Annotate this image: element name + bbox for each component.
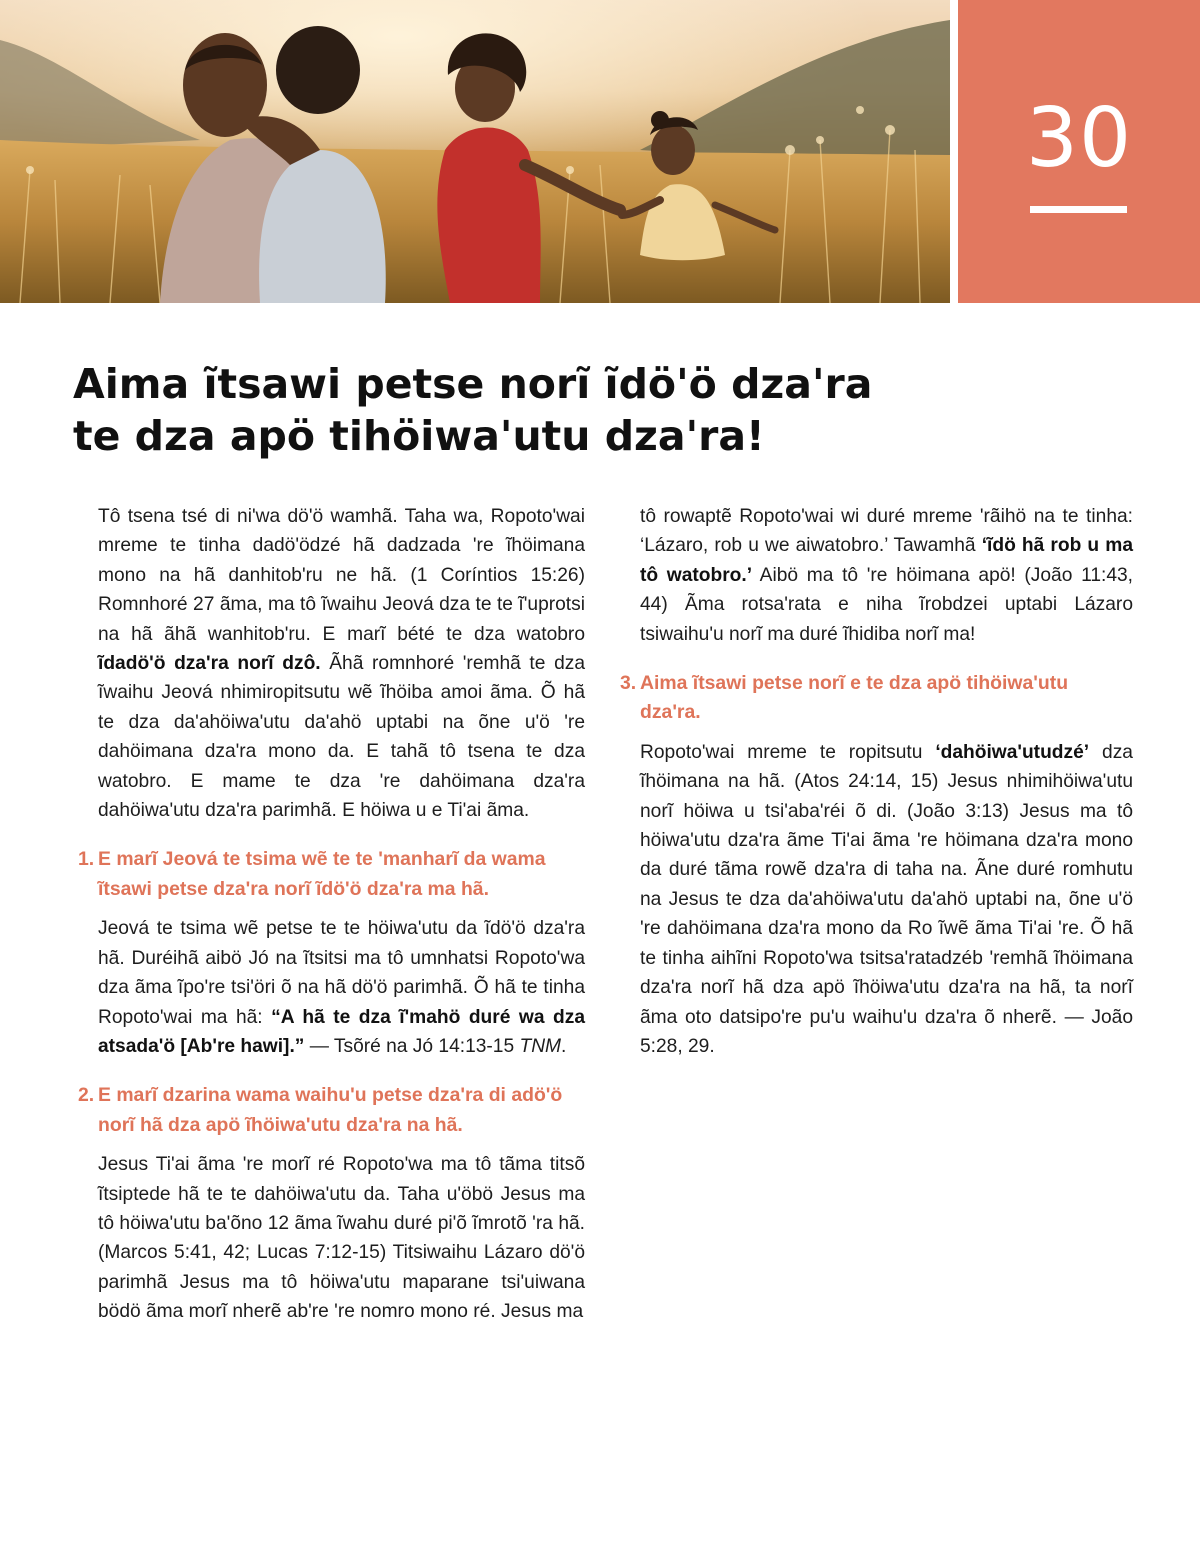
answer-2-text-1-continued: tô rowaptẽ Ropoto'wai wi duré mreme 'rãihö na te tinha: ‘Lázaro, rob u we aiwatobro.’ Tawamhã xyxy=(640,506,1133,557)
right-column xyxy=(620,502,1133,1061)
question-2-text: E marĩ dzarina wama waihu'u petse dza'ra di adö'ö norĩ hã dza apö ĩhöiwa'utu dza'ra na hã. xyxy=(98,1084,563,1136)
page-title-line-1: Aima ĩtsawi petse norĩ ĩdö'ö dza'ra xyxy=(73,360,873,408)
lesson-number-box xyxy=(958,0,1200,303)
answer-2-text-2-continued: Aibö ma tô 're höimana apö! (João 11:43, 44) Ãma rotsa'rata e niha ĩrobdzei uptabi Lázaro tsiwaihu'u norĩ ma duré ĩhidiba norĩ ma! xyxy=(640,564,1133,645)
answer-1-citation: — Tsõré na Jó 14:13-15 xyxy=(304,1035,520,1057)
answer-1-end: . xyxy=(561,1035,567,1057)
intro-paragraph xyxy=(78,502,585,825)
answer-3-text-2: dza ĩhöimana na hã. (Atos 24:14, 15) Jesus nhimihöiwa'utu norĩ höiwa u tsi'aba'réi õ di. (João 3:13) Jesus ma tô höiwa'utu dza'ra ãme Ti'ai ãma 're höimana dza'ra mono da duré tãma rowẽ dza'ra di taha na. Ãne duré romhutu na Jesus te dza da'ahöiwa'utu da'ahö uptabi na, õne u'ö 're dahöimana dza'ra mono da Ro ĩwẽ ãma Ti'ai 're. Õ hã te tinha aihĩni Ropoto'wa tsitsa'ratadzéb 'remhã ĩhöimana dza'ra norĩ hã dza apö ĩhöiwa'utu dza'ra na hã, ta norĩ ãma oto datsipo're pu'u waihu'u dza'ra õ nherẽ. — João 5:28, 29. xyxy=(640,741,1133,1057)
lesson-number: 30 xyxy=(1025,91,1133,186)
answer-1-paragraph xyxy=(78,914,585,1061)
answer-1-quote: “A hã te dza ĩ'mahö duré wa dza atsada'ö [Ab're hawi].” xyxy=(98,1006,585,1057)
answer-3-text-1: Ropoto'wai mreme te ropitsutu xyxy=(640,741,936,763)
answer-3-bold: ‘dahöiwa'utudzé’ xyxy=(935,741,1090,763)
answer-1-text-1: Jeová te tsima wẽ petse te te höiwa'utu da ĩdö'ö dza'ra hã. Duréihã aibö Jó na ĩtsitsi ma tô umnhatsi Ropoto'wa dza ãma ĩpo're tsi'öri õ na hã dö'ö parimhã. Õ hã te tinha Ropoto'wai ma hã: xyxy=(98,918,585,1028)
question-3-number: 3. xyxy=(620,672,637,695)
left-column xyxy=(78,502,585,1327)
question-1-text: E marĩ Jeová te tsima wẽ te te 'manharĩ da wama ĩtsawi petse dza'ra norĩ ĩdö'ö dza'ra ma hã. xyxy=(98,848,546,900)
lesson-number-rule xyxy=(1030,206,1127,213)
answer-2-continued xyxy=(620,502,1133,669)
question-2 xyxy=(78,1081,585,1140)
question-1 xyxy=(78,845,585,904)
family-field-illustration xyxy=(0,0,950,303)
answer-2-paragraph-continued xyxy=(620,502,1133,649)
question-3 xyxy=(620,669,1133,728)
intro-text-2: Ãhã romnhoré 'remhã te dza ĩwaihu Jeová nhimiropitsutu wẽ ĩhöiba amoi ãma. Õ hã te dza da'ahöiwa'utu da'ahö uptabi na õne u'ö 're dahöimana dza'ra mono da. E tahã tô tsena te dza watobro. E mame te dza 're dahöimana dza'ra dahöiwa'utu dza'ra parimhã. E höiwa u e Ti'ai ãma. xyxy=(98,653,586,822)
page-title xyxy=(73,358,973,462)
answer-1-translation-ref: TNM xyxy=(519,1035,562,1057)
answer-3-paragraph xyxy=(620,738,1133,1061)
answer-2-paragraph xyxy=(78,1150,585,1326)
intro-text-1: Tô tsena tsé di ni'wa dö'ö wamhã. Taha wa, Ropoto'wai mreme te tinha dadö'ödzé hã dadzada 're ĩhöimana mono na hã danhitob'ru ne hã. (1 Coríntios 15:26) Romnhoré 27 ãma, ma tô ĩwaihu Jeová dza te te ĩ'uprotsi na hã ãhã wanhitob'ru. E marĩ bété te dza watobro xyxy=(98,506,585,645)
question-1-number: 1. xyxy=(78,848,95,871)
intro-bold: ĩdadö'ö dza'ra norĩ dzô. xyxy=(98,653,321,675)
page-title-line-2: te dza apö tihöiwa'utu dza'ra! xyxy=(73,412,765,460)
answer-2-bold-continued: ‘ĩdö hã rob u ma tô watobro.’ xyxy=(640,535,1133,586)
answer-2-text-1: Jesus Ti'ai ãma 're morĩ ré Ropoto'wa ma tô tãma titsõ ĩtsiptede hã te te dahöiwa'utu da. Taha u'öbö Jesus ma tô höiwa'utu ba'õno 12 ãma ĩwahu duré pi'õ ĩmrotõ 'ra hã. (Marcos 5:41, 42; Lucas 7:12-15) Titsiwaihu Lázaro dö'ö parimhã Jesus ma tô höiwa'utu maparane tsi'uiwana bödö ãma morĩ nherẽ ab're 're nomro mono ré. Jesus ma xyxy=(98,1154,585,1323)
question-2-number: 2. xyxy=(78,1084,95,1107)
question-3-text: Aima ĩtsawi petse norĩ e te dza apö tihöiwa'utu dza'ra. xyxy=(640,672,1069,724)
hero-photo xyxy=(0,0,950,303)
